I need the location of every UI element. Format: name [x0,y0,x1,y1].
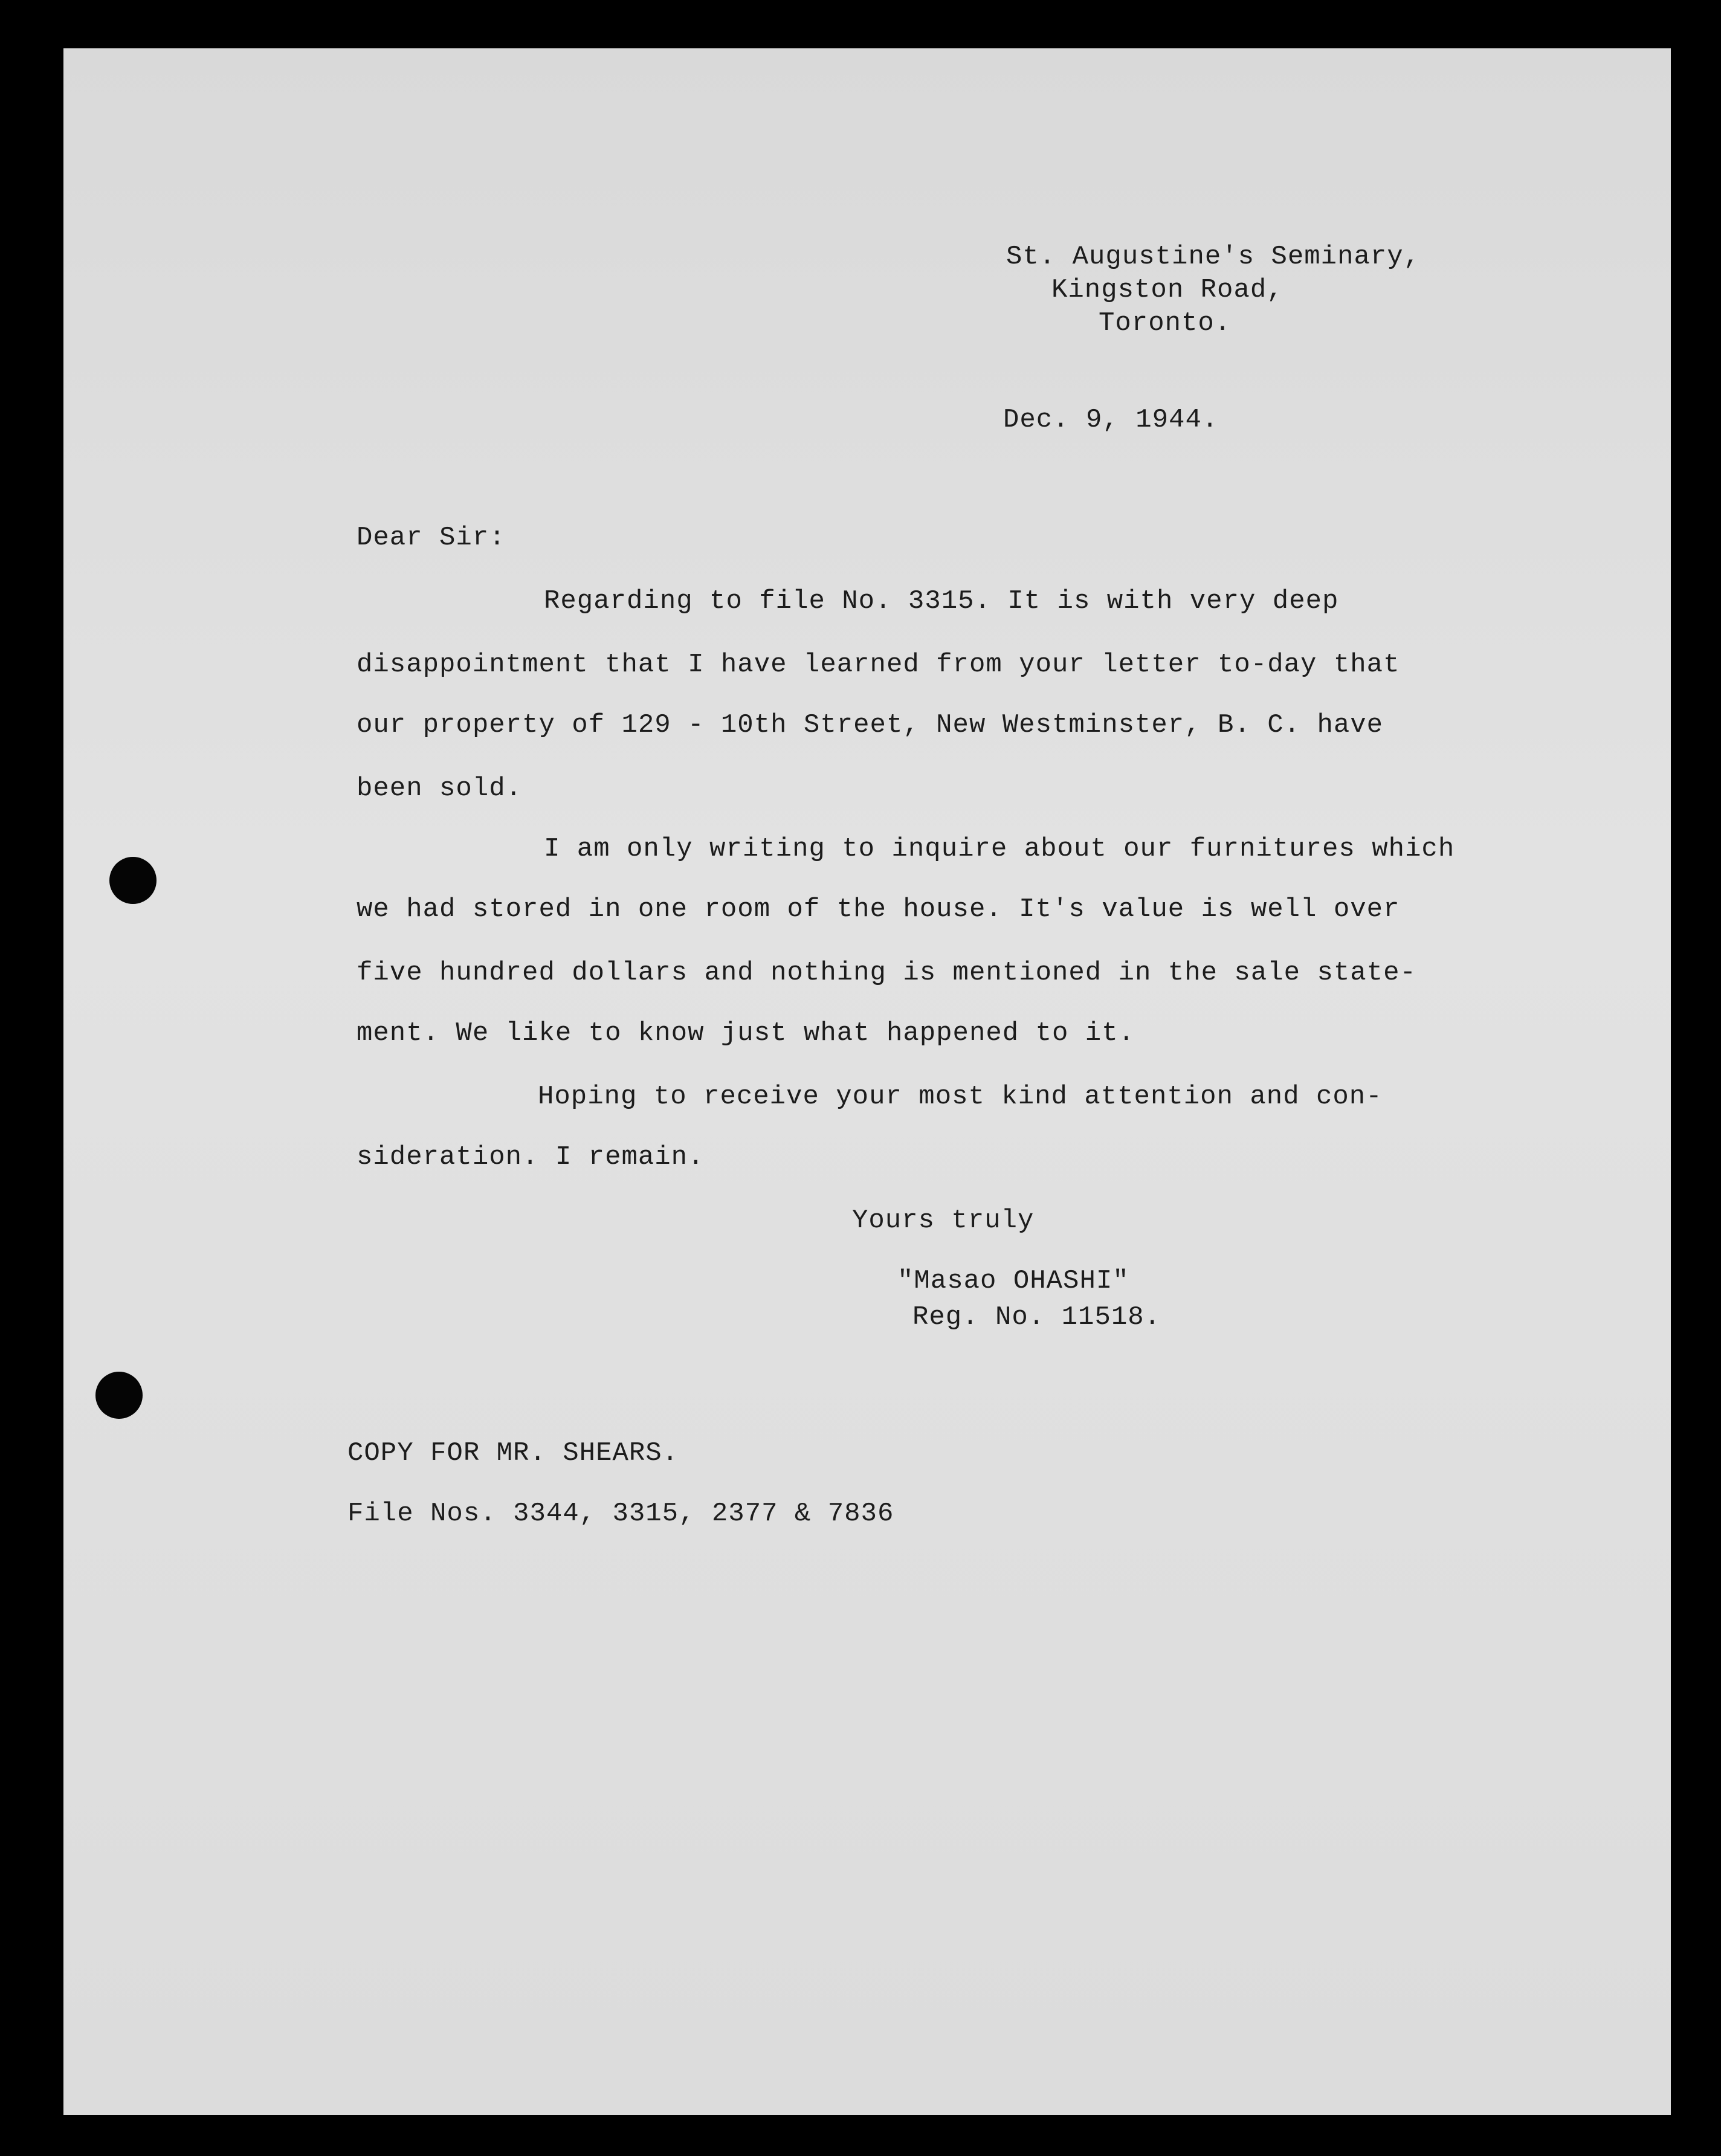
letter-date: Dec. 9, 1944. [1003,405,1219,435]
salutation: Dear Sir: [357,523,506,553]
punch-hole-top [109,857,157,904]
letter-page [63,48,1671,2115]
body-p1-line-1: Regarding to file No. 3315. It is with very deep [544,586,1339,616]
registration-number: Reg. No. 11518. [912,1302,1161,1332]
body-p3-line-1: Hoping to receive your most kind attention and con- [538,1082,1383,1112]
file-numbers: File Nos. 3344, 3315, 2377 & 7836 [347,1499,894,1529]
address-line-1: St. Augustine's Seminary, [1006,242,1421,272]
body-p2-line-2: we had stored in one room of the house. It's value is well over [357,894,1400,925]
address-line-3: Toronto. [1099,308,1232,338]
body-p1-line-3: our property of 129 - 10th Street, New Westminster, B. C. have [357,710,1384,740]
body-p1-line-4: been sold. [357,773,523,804]
body-p2-line-1: I am only writing to inquire about our furnitures which [544,834,1455,864]
body-p3-line-2: sideration. I remain. [357,1142,705,1172]
address-line-2: Kingston Road, [1051,275,1283,305]
closing: Yours truly [852,1205,1035,1236]
body-p2-line-3: five hundred dollars and nothing is mentioned in the sale state- [357,958,1416,988]
body-p2-line-4: ment. We like to know just what happened to it. [357,1018,1135,1048]
copy-note: COPY FOR MR. SHEARS. [347,1438,679,1468]
body-p1-line-2: disappointment that I have learned from your letter to-day that [357,650,1400,680]
signature-name: "Masao OHASHI" [897,1266,1129,1296]
punch-hole-bottom [95,1372,143,1419]
